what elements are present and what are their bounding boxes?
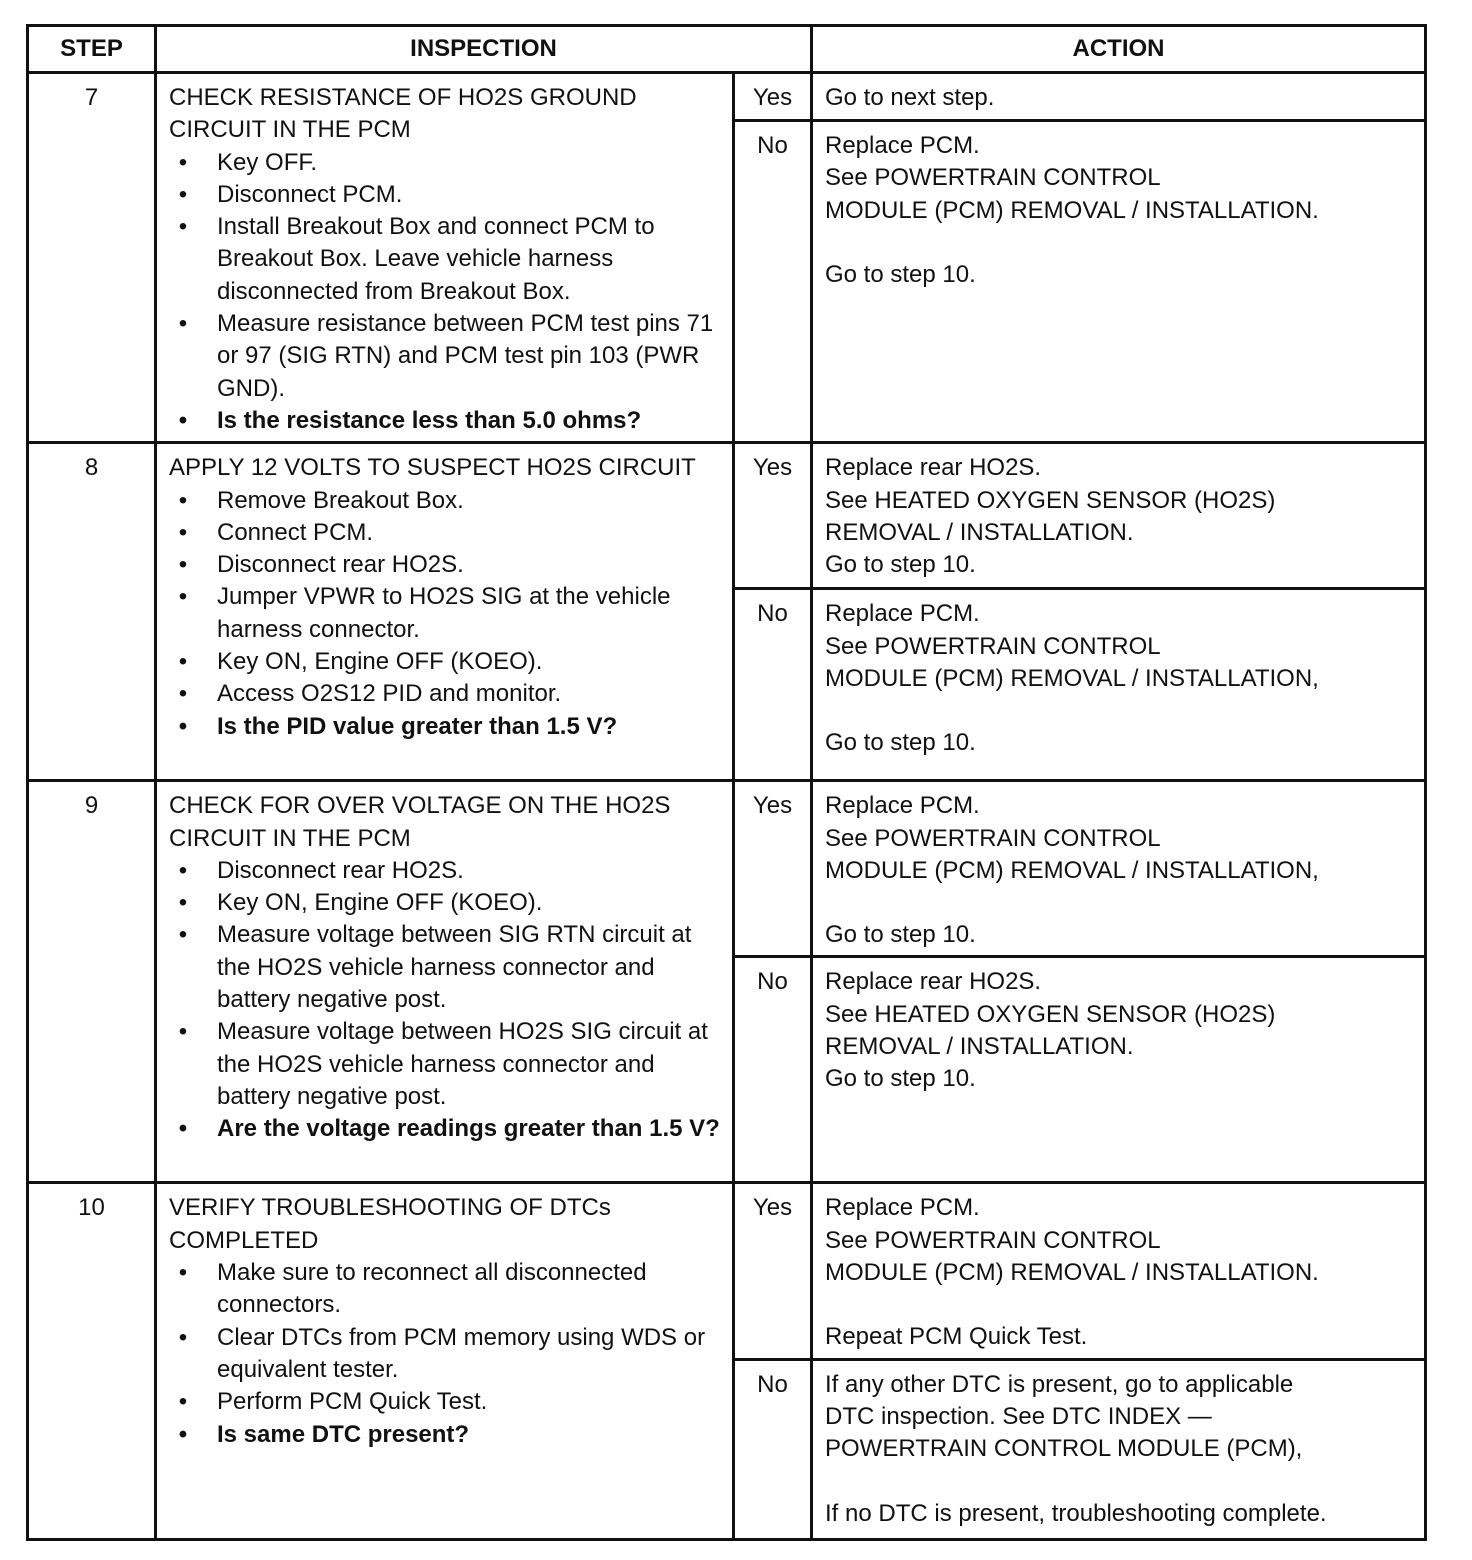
action-line: [825, 227, 1414, 259]
action-line: Go to step 10.: [825, 551, 976, 579]
bullet-item: [169, 919, 722, 1016]
bullet-text: Key ON, Engine OFF (KOEO).: [217, 648, 543, 676]
bullet-item: [169, 678, 722, 710]
bullet-item: [169, 646, 722, 678]
inspection-bullets: [169, 1257, 722, 1451]
yes-action: [812, 73, 1426, 121]
step-number: 10: [28, 1183, 156, 1539]
question-text: Is the PID value greater than 1.5 V?: [217, 712, 618, 740]
bullet-text: Perform PCM Quick Test.: [217, 1388, 488, 1416]
action-line: POWERTRAIN CONTROL MODULE (PCM),: [825, 1435, 1303, 1463]
action-line: DTC inspection. See DTC INDEX —: [825, 1402, 1212, 1430]
action-line: REMOVAL / INSTALLATION.: [825, 1033, 1134, 1061]
troubleshooting-table: [26, 24, 1427, 1541]
action-line: [825, 695, 1414, 727]
action-line: Replace PCM.: [825, 600, 980, 628]
header-inspection: INSPECTION: [156, 26, 812, 73]
bullet-text: Connect PCM.: [217, 518, 374, 546]
bullet-icon: •: [178, 406, 188, 434]
no-action: [812, 1359, 1426, 1539]
bullet-item: [169, 549, 722, 581]
action-line: Go to step 10.: [825, 921, 976, 949]
action-line: See POWERTRAIN CONTROL: [825, 164, 1161, 192]
bullet-text: Measure voltage between SIG RTN circuit at the HO2S vehicle harness connector and battery negative post.: [217, 921, 692, 1014]
bullet-text: Key ON, Engine OFF (KOEO).: [217, 889, 543, 917]
bullet-item: [169, 308, 722, 405]
bullet-icon: •: [178, 486, 188, 514]
action-line: MODULE (PCM) REMOVAL / INSTALLATION.: [825, 196, 1319, 224]
step-number: 9: [28, 781, 156, 1183]
bullet-item: [169, 581, 722, 646]
inspection-title: CHECK FOR OVER VOLTAGE ON THE HO2S CIRCUIT IN THE PCM: [169, 792, 671, 852]
bullet-text: Disconnect PCM.: [217, 180, 403, 208]
inspection-title: CHECK RESISTANCE OF HO2S GROUND CIRCUIT IN THE PCM: [169, 84, 637, 144]
no-action: [812, 957, 1426, 1183]
table-row: [28, 73, 1426, 121]
no-label: No: [734, 121, 812, 443]
bullet-item: [169, 1016, 722, 1113]
bullet-text: Clear DTCs from PCM memory using WDS or equivalent tester.: [217, 1323, 706, 1383]
bullet-item: [169, 485, 722, 517]
question-text: Are the voltage readings greater than 1.5 V?: [217, 1115, 720, 1143]
action-line: Repeat PCM Quick Test.: [825, 1323, 1088, 1351]
header-row: [28, 26, 1426, 73]
bullet-item: [169, 887, 722, 919]
yes-label: Yes: [734, 443, 812, 589]
inspection-question: [169, 711, 722, 743]
bullet-icon: •: [178, 856, 188, 884]
inspection-cell: [156, 1183, 734, 1539]
action-line: Replace PCM.: [825, 1194, 980, 1222]
bullet-text: Access O2S12 PID and monitor.: [217, 680, 562, 708]
action-line: Replace rear HO2S.: [825, 454, 1042, 482]
bullet-icon: •: [178, 551, 188, 579]
bullet-item: [169, 1322, 722, 1387]
bullet-text: Disconnect rear HO2S.: [217, 856, 464, 884]
bullet-icon: •: [178, 1115, 188, 1143]
bullet-item: [169, 517, 722, 549]
inspection-bullets: [169, 855, 722, 1146]
no-label: No: [734, 957, 812, 1183]
header-action: ACTION: [812, 26, 1426, 73]
yes-label: Yes: [734, 73, 812, 121]
yes-action: [812, 443, 1426, 589]
action-line: If no DTC is present, troubleshooting complete.: [825, 1499, 1327, 1527]
step-number: 8: [28, 443, 156, 781]
bullet-item: [169, 1257, 722, 1322]
bullet-icon: •: [178, 148, 188, 176]
bullet-text: Measure resistance between PCM test pins 71 or 97 (SIG RTN) and PCM test pin 103 (PWR GND).: [217, 310, 714, 402]
no-action: [812, 121, 1426, 443]
action-line: MODULE (PCM) REMOVAL / INSTALLATION,: [825, 664, 1319, 692]
inspection-cell: [156, 443, 734, 781]
bullet-text: Jumper VPWR to HO2S SIG at the vehicle harness connector.: [217, 583, 671, 643]
action-line: See POWERTRAIN CONTROL: [825, 1226, 1161, 1254]
action-line: Go to step 10.: [825, 260, 976, 288]
action-line: See POWERTRAIN CONTROL: [825, 824, 1161, 852]
bullet-icon: •: [178, 583, 188, 611]
action-line: See HEATED OXYGEN SENSOR (HO2S): [825, 1000, 1276, 1028]
inspection-question: [169, 1419, 722, 1451]
action-line: See HEATED OXYGEN SENSOR (HO2S): [825, 486, 1276, 514]
action-line: MODULE (PCM) REMOVAL / INSTALLATION.: [825, 1259, 1319, 1287]
action-line: Go to step 10.: [825, 729, 976, 757]
bullet-text: Disconnect rear HO2S.: [217, 551, 464, 579]
bullet-text: Key OFF.: [217, 148, 318, 176]
action-line: Go to step 10.: [825, 1065, 976, 1093]
bullet-item: [169, 147, 722, 179]
inspection-title: VERIFY TROUBLESHOOTING OF DTCs COMPLETED: [169, 1194, 611, 1254]
inspection-question: [169, 405, 722, 437]
yes-action: [812, 1183, 1426, 1359]
bullet-text: Install Breakout Box and connect PCM to Breakout Box. Leave vehicle harness disconnected from Breakout Box.: [217, 213, 655, 305]
bullet-icon: •: [178, 518, 188, 546]
bullet-item: [169, 179, 722, 211]
bullet-item: [169, 211, 722, 308]
no-label: No: [734, 1359, 812, 1539]
bullet-item: [169, 855, 722, 887]
action-line: MODULE (PCM) REMOVAL / INSTALLATION,: [825, 856, 1319, 884]
action-line: If any other DTC is present, go to applicable: [825, 1370, 1294, 1398]
bullet-text: Make sure to reconnect all disconnected connectors.: [217, 1259, 647, 1319]
yes-action: [812, 781, 1426, 957]
action-line: Replace PCM.: [825, 792, 980, 820]
bullet-icon: •: [178, 1259, 188, 1287]
bullet-icon: •: [178, 889, 188, 917]
bullet-icon: •: [178, 1323, 188, 1351]
no-action: [812, 589, 1426, 781]
yes-label: Yes: [734, 781, 812, 957]
table-row: [28, 443, 1426, 589]
bullet-icon: •: [178, 310, 188, 338]
action-line: Replace PCM.: [825, 132, 980, 160]
table-row: [28, 1183, 1426, 1359]
bullet-icon: •: [178, 680, 188, 708]
action-line: Go to next step.: [825, 84, 995, 111]
bullet-icon: •: [178, 648, 188, 676]
inspection-cell: [156, 73, 734, 443]
action-line: [825, 1466, 1414, 1498]
bullet-icon: •: [178, 712, 188, 740]
bullet-icon: •: [178, 213, 188, 241]
action-line: [825, 887, 1414, 919]
yes-label: Yes: [734, 1183, 812, 1359]
bullet-icon: •: [178, 180, 188, 208]
bullet-text: Remove Breakout Box.: [217, 486, 464, 514]
bullet-item: [169, 1386, 722, 1418]
inspection-question: [169, 1113, 722, 1145]
inspection-bullets: [169, 147, 722, 438]
table-row: [28, 781, 1426, 957]
action-line: See POWERTRAIN CONTROL: [825, 632, 1161, 660]
question-text: Is the resistance less than 5.0 ohms?: [217, 406, 642, 434]
inspection-title: APPLY 12 VOLTS TO SUSPECT HO2S CIRCUIT: [169, 454, 696, 482]
header-step: STEP: [28, 26, 156, 73]
no-label: No: [734, 589, 812, 781]
bullet-icon: •: [178, 921, 188, 949]
bullet-icon: •: [178, 1388, 188, 1416]
question-text: Is same DTC present?: [217, 1420, 470, 1448]
inspection-bullets: [169, 485, 722, 743]
step-number: 7: [28, 73, 156, 443]
action-line: REMOVAL / INSTALLATION.: [825, 518, 1134, 546]
bullet-icon: •: [178, 1018, 188, 1046]
bullet-icon: •: [178, 1420, 188, 1448]
action-line: [825, 1289, 1414, 1321]
inspection-cell: [156, 781, 734, 1183]
action-line: Replace rear HO2S.: [825, 968, 1042, 996]
bullet-text: Measure voltage between HO2S SIG circuit at the HO2S vehicle harness connector and battery negative post.: [217, 1018, 708, 1110]
